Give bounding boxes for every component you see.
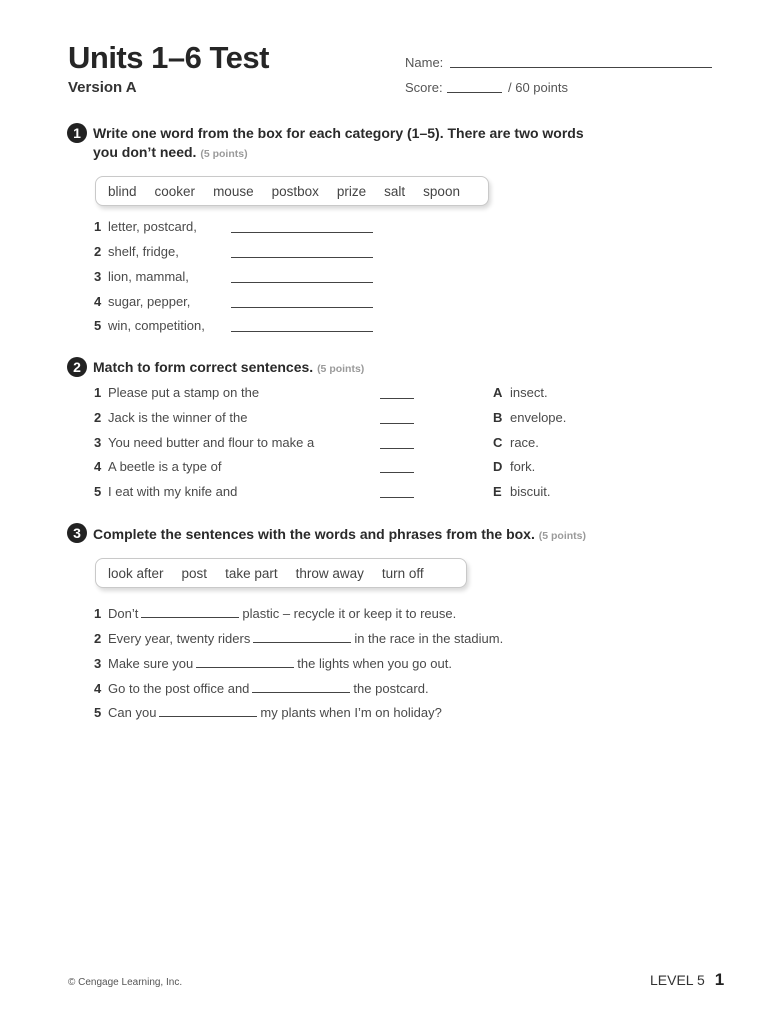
word-box-word: turn off (381, 565, 424, 581)
exercise-3-item: 4 Go to the post office and the postcard. (94, 681, 429, 696)
exercise-2-option: C race. (493, 435, 539, 450)
exercise-2-item: 4 A beetle is a type of (94, 459, 222, 474)
exercise-1-answer-blank[interactable] (231, 307, 373, 308)
exercise-1-answer-blank[interactable] (231, 257, 373, 258)
exercise-1-item: 2 shelf, fridge, (94, 244, 179, 259)
exercise-1-word-box (95, 176, 489, 206)
word-box-word: cooker (154, 183, 196, 199)
exercise-1-item: 5 win, competition, (94, 318, 205, 333)
exercise-2-points: (5 points) (317, 363, 365, 375)
exercise-2-item: 5 I eat with my knife and (94, 484, 238, 499)
exercise-2-option: A insect. (493, 385, 548, 400)
exercise-2-option: E biscuit. (493, 484, 551, 499)
exercise-1-answer-blank[interactable] (231, 331, 373, 332)
exercise-3-item: 2 Every year, twenty riders in the race in the stadium. (94, 631, 504, 646)
exercise-3-instructions: Complete the sentences with the words and phrases from the box. (5 points) (93, 526, 587, 542)
copyright-notice: © Cengage Learning, Inc. (68, 977, 183, 988)
exercise-3-word-box (95, 558, 467, 588)
exercise-3-answer-blank[interactable] (196, 655, 294, 668)
name-label: Name: (405, 55, 444, 70)
exercise-1-number: 1 (67, 123, 87, 143)
exercise-2-option: D fork. (493, 459, 536, 474)
exercise-3-number: 3 (67, 523, 87, 543)
exercise-1-points: (5 points) (200, 148, 248, 160)
word-box-word: look after (108, 565, 164, 581)
word-box-word: post (181, 565, 208, 581)
exercise-3-item: 5 Can you my plants when I’m on holiday? (94, 705, 442, 720)
word-box-word: throw away (295, 565, 364, 581)
page-number: 1 (714, 970, 725, 989)
exercise-2-item: 2 Jack is the winner of the (94, 410, 248, 425)
word-box-word: blind (108, 183, 137, 199)
exercise-2-option: B envelope. (493, 410, 567, 425)
name-field[interactable] (450, 67, 712, 68)
word-box-word: spoon (423, 183, 460, 199)
exercise-2-answer-blank[interactable] (380, 398, 414, 399)
exercise-1-item: 3 lion, mammal, (94, 269, 189, 284)
exercise-3-answer-blank[interactable] (141, 605, 239, 618)
page-footer-level (650, 970, 724, 990)
exercise-1-answer-blank[interactable] (231, 232, 373, 233)
exercise-1-item: 4 sugar, pepper, (94, 294, 191, 309)
score-suffix: / 60 points (508, 80, 568, 95)
exercise-2-answer-blank[interactable] (380, 472, 414, 473)
exercise-2-answer-blank[interactable] (380, 423, 414, 424)
exercise-2-number: 2 (67, 357, 87, 377)
exercise-3-item: 3 Make sure you the lights when you go out. (94, 656, 452, 671)
word-box-word: mouse (213, 183, 254, 199)
exercise-3-answer-blank[interactable] (159, 704, 257, 717)
exercise-2-answer-blank[interactable] (380, 497, 414, 498)
level-label: LEVEL 5 (650, 972, 705, 988)
version-label: Version A (68, 79, 137, 96)
word-box-word: postbox (271, 183, 319, 199)
word-box-word: take part (225, 565, 278, 581)
exercise-3-answer-blank[interactable] (253, 630, 351, 643)
score-field[interactable] (447, 92, 502, 93)
exercise-3-points: (5 points) (538, 530, 587, 542)
exercise-2-answer-blank[interactable] (380, 448, 414, 449)
score-label: Score: (405, 80, 443, 95)
exercise-2-item: 3 You need butter and flour to make a (94, 435, 315, 450)
exercise-1-instructions: Write one word from the box for each category (1–5). There are two words you don’t need. (5 points) (93, 125, 584, 160)
page-title: Units 1–6 Test (68, 40, 269, 75)
exercise-1-answer-blank[interactable] (231, 282, 373, 283)
exercise-2-item: 1 Please put a stamp on the (94, 385, 260, 400)
exercise-1-item: 1 letter, postcard, (94, 219, 197, 234)
exercise-3-item: 1 Don’t plastic – recycle it or keep it to reuse. (94, 606, 457, 621)
word-box-word: prize (336, 183, 367, 199)
word-box-word: salt (384, 183, 406, 199)
exercise-3-answer-blank[interactable] (252, 680, 350, 693)
exercise-2-instructions: Match to form correct sentences. (5 points) (93, 359, 365, 375)
